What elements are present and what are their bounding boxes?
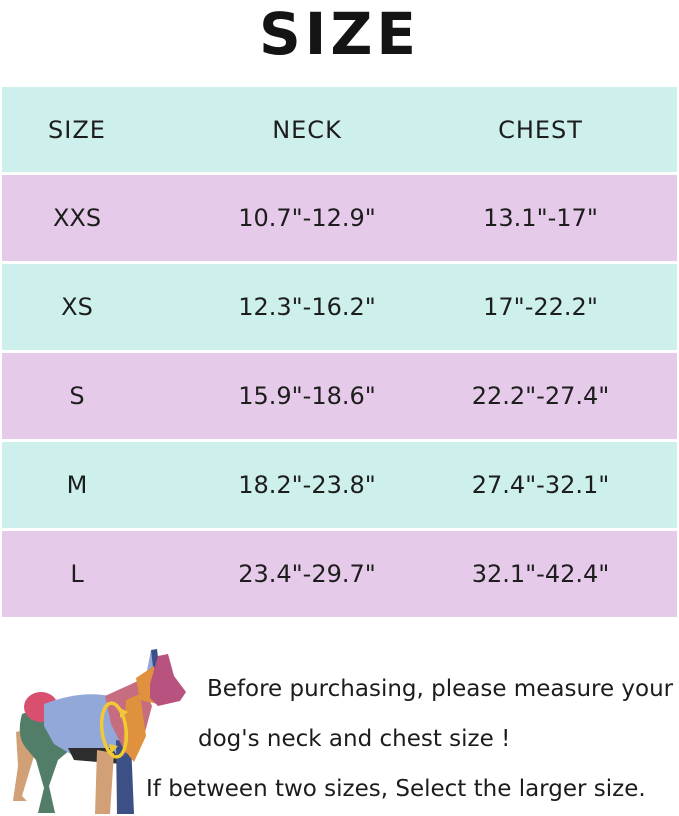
note-line-2: dog's neck and chest size ! [198, 726, 511, 752]
note-line-1: Before purchasing, please measure your [207, 676, 674, 702]
cell-size: S [69, 382, 85, 410]
column-header-chest: CHEST [498, 115, 583, 144]
table-row-s [2, 353, 677, 439]
cell-size: XXS [52, 204, 102, 232]
cell-size: M [66, 471, 88, 499]
cell-neck: 23.4"-29.7" [238, 560, 376, 588]
page-title: SIZE [258, 0, 421, 68]
cell-chest: 32.1"-42.4" [471, 560, 610, 588]
table-row-l [2, 531, 677, 617]
cell-neck: 10.7"-12.9" [238, 204, 376, 232]
column-header-neck: NECK [272, 115, 342, 144]
table-row-m [2, 442, 677, 528]
table-row-xs [2, 264, 677, 350]
measurement-note-section [0, 624, 679, 816]
table-row-xxs [2, 175, 677, 261]
cell-chest: 17"-22.2" [483, 293, 598, 321]
cell-chest: 27.4"-32.1" [471, 471, 610, 499]
cell-chest: 13.1"-17" [483, 204, 598, 232]
size-table [2, 87, 677, 620]
table-header-row [2, 87, 677, 172]
note-line-3: If between two sizes, Select the larger size. [146, 776, 646, 802]
cell-neck: 15.9"-18.6" [238, 382, 376, 410]
cell-neck: 12.3"-16.2" [238, 293, 376, 321]
cell-size: L [70, 560, 84, 588]
cell-size: XS [61, 293, 93, 321]
cell-chest: 22.2"-27.4" [471, 382, 610, 410]
column-header-size: SIZE [48, 115, 106, 144]
cell-neck: 18.2"-23.8" [238, 471, 376, 499]
